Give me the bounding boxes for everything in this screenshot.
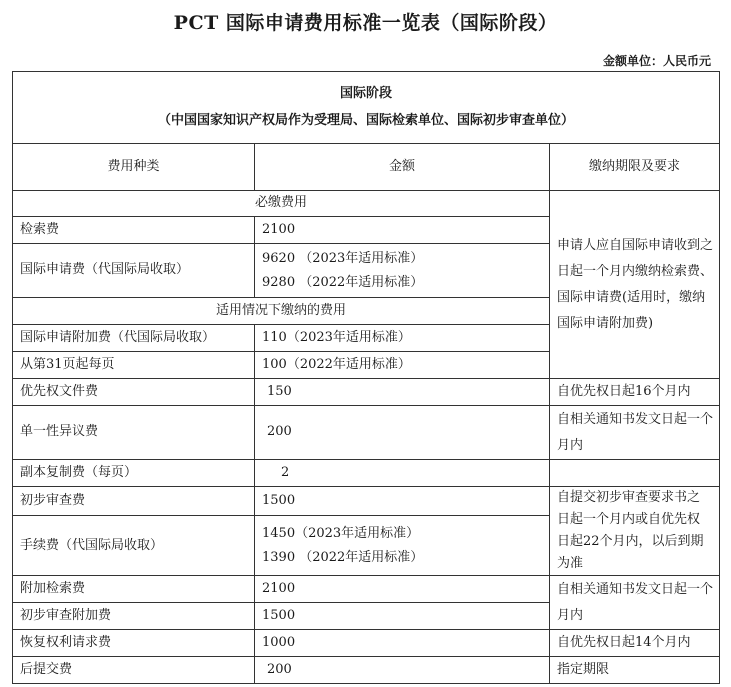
table-row-late bbox=[13, 657, 720, 684]
column-header-amount: 金额 bbox=[255, 144, 550, 191]
fee-type-unity: 单一性异议费 bbox=[13, 406, 255, 460]
amount-2022: 1390 （2022年适用标准） bbox=[262, 549, 424, 565]
fee-type-copy: 副本复制费（每页） bbox=[13, 460, 255, 487]
phase-header-cell bbox=[13, 72, 720, 144]
fee-amount-handling bbox=[255, 516, 550, 576]
fee-type-add-exam: 初步审查附加费 bbox=[13, 603, 255, 630]
fee-amount-unity: 200 bbox=[255, 406, 550, 460]
amount-2022: 9280 （2022年适用标准） bbox=[262, 274, 424, 290]
column-header-type: 费用种类 bbox=[13, 144, 255, 191]
deadline-add-group: 自相关通知书发文日起一个月内 bbox=[550, 576, 720, 630]
amount-2023: 9620 （2023年适用标准） bbox=[262, 250, 424, 266]
table-header-phase bbox=[13, 72, 720, 144]
fee-type-intl-filing: 国际申请费（代国际局收取） bbox=[13, 244, 255, 298]
section-row-mandatory bbox=[13, 191, 720, 217]
table-row-priority-doc bbox=[13, 379, 720, 406]
fee-amount-search: 2100 bbox=[255, 217, 550, 244]
table-row-unity bbox=[13, 406, 720, 460]
fee-amount-priority-doc: 150 bbox=[255, 379, 550, 406]
amount-2022: 100（2022年适用标准） bbox=[255, 352, 550, 379]
fee-type-intl-extra: 国际申请附加费（代国际局收取） bbox=[13, 325, 255, 352]
fee-amount-copy: 2 bbox=[255, 460, 550, 487]
column-header-deadline: 缴纳期限及要求 bbox=[550, 144, 720, 191]
fee-type-intl-extra-note: 从第31页起每页 bbox=[13, 352, 255, 379]
fee-amount-add-search: 2100 bbox=[255, 576, 550, 603]
fee-amount-late: 200 bbox=[255, 657, 550, 684]
fee-amount-restore: 1000 bbox=[255, 630, 550, 657]
fee-type-add-search: 附加检索费 bbox=[13, 576, 255, 603]
deadline-restore: 自优先权日起14个月内 bbox=[550, 630, 720, 657]
table-row-prelim-exam bbox=[13, 487, 720, 516]
table-row-copy bbox=[13, 460, 720, 487]
column-header-row bbox=[13, 144, 720, 191]
section-label-conditional: 适用情况下缴纳的费用 bbox=[13, 298, 550, 325]
deadline-mandatory-group: 申请人应自国际申请收到之日起一个月内缴纳检索费、国际申请费(适用时，缴纳国际申请附加费) bbox=[550, 191, 720, 379]
fee-type-priority-doc: 优先权文件费 bbox=[13, 379, 255, 406]
deadline-copy-empty bbox=[550, 460, 720, 487]
fee-type-late: 后提交费 bbox=[13, 657, 255, 684]
page-title: PCT 国际申请费用标准一览表（国际阶段） bbox=[173, 12, 558, 34]
fee-amount-prelim-exam: 1500 bbox=[255, 487, 550, 516]
table-row-restore bbox=[13, 630, 720, 657]
fee-amount-add-exam: 1500 bbox=[255, 603, 550, 630]
phase-subtitle: （中国国家知识产权局作为受理局、国际检索单位、国际初步审查单位） bbox=[157, 112, 574, 128]
deadline-exam-group: 自提交初步审查要求书之日起一个月内或自优先权日起22个月内，以后到期为准 bbox=[550, 487, 720, 576]
fee-type-handling: 手续费（代国际局收取） bbox=[13, 516, 255, 576]
fee-type-prelim-exam: 初步审查费 bbox=[13, 487, 255, 516]
amount-2023: 110（2023年适用标准） bbox=[255, 325, 550, 352]
fee-type-restore: 恢复权利请求费 bbox=[13, 630, 255, 657]
fee-table bbox=[12, 71, 720, 684]
deadline-priority-doc: 自优先权日起16个月内 bbox=[550, 379, 720, 406]
phase-title: 国际阶段 bbox=[339, 86, 392, 102]
deadline-late: 指定期限 bbox=[550, 657, 720, 684]
section-label-mandatory: 必缴费用 bbox=[13, 191, 550, 217]
table-row-add-search bbox=[13, 576, 720, 603]
deadline-unity: 自相关通知书发文日起一个月内 bbox=[550, 406, 720, 460]
currency-unit: 金额单位：人民币元 bbox=[602, 54, 711, 68]
amount-2023: 1450（2023年适用标准） bbox=[262, 525, 420, 541]
fee-type-search: 检索费 bbox=[13, 217, 255, 244]
fee-amount-intl-filing bbox=[255, 244, 550, 298]
